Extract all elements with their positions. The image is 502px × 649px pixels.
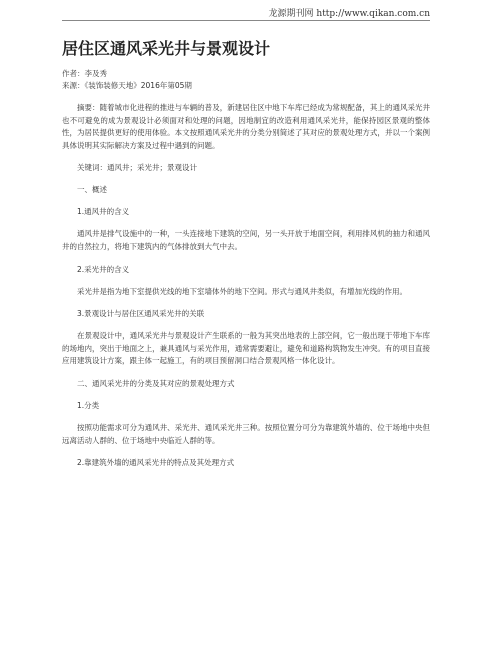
section1-heading: 一、概述 bbox=[77, 185, 107, 195]
section1-sub3-text: 在景观设计中，通风采光井与景观设计产生联系的一般为其突出地表的上部空间，它一般出现于带地下车库的场地内，突出于地面之上，兼具通风与采光作用，通常需要避让，避免和道路构筑物发生冲突。有的项目直接应用建筑设计方案，跟主体一起施工，有的项目预留洞口结合景观风格一体化设计。 bbox=[62, 331, 430, 366]
section2-heading: 二、通风采光井的分类及其对应的景观处理方式 bbox=[77, 378, 235, 388]
section1-sub3-heading: 3.景观设计与居住区通风采光井的关联 bbox=[77, 309, 205, 319]
section1-sub2-heading: 2.采光井的含义 bbox=[77, 264, 130, 274]
section1-sub2-text: 采光井是指为地下室提供光线的地下室墙体外的地下空间。形式与通风井类似，有增加光线的作用。 bbox=[77, 286, 407, 296]
site-header: 龙源期刊网 http://www.qikan.com.cn bbox=[268, 9, 430, 19]
section2-sub2-heading: 2.靠建筑外墙的通风采光井的特点及其处理方式 bbox=[77, 458, 235, 468]
section2-sub1-heading: 1.分类 bbox=[77, 400, 100, 410]
section1-sub1-text: 通风井是排气设施中的一种，一头连接地下建筑的空间，另一头开放于地面空间，利用排风机的抽力和通风井的自然拉力，将地下建筑内的气体排放到大气中去。 bbox=[62, 229, 430, 251]
article-title: 居住区通风采光井与景观设计 bbox=[62, 39, 271, 58]
article-author: 作者：李及秀 bbox=[62, 69, 107, 78]
abstract-block bbox=[62, 102, 430, 152]
article-source: 来源：《装饰装修天地》2016年第05期 bbox=[62, 81, 192, 90]
section1-sub1-heading: 1.通风井的含义 bbox=[77, 207, 130, 217]
article-content bbox=[62, 38, 430, 469]
section2-sub1-text: 按照功能需求可分为通风井、采光井、通风采光井三种。按照位置分可分为靠建筑外墙的、位于场地中央但远离活动人群的、位于场地中央临近人群的等。 bbox=[62, 422, 430, 445]
keywords: 关键词：通风井；采光井；景观设计 bbox=[77, 163, 197, 173]
header-rule bbox=[62, 20, 430, 21]
abstract-text: 摘要：随着城市化进程的推进与车辆的普及，新建居住区中地下车库已经成为常规配备，其上的通风采光井也不可避免的成为景观设计必须面对和处理的问题，因地制宜的改造利用通风采光井，能保持园区景观的整体性，为居民提供更好的使用体验。本文按照通风采光井的分类分别简述了其对应的景观处理方式，并以一个案例具体说明其实际解决方案及过程中遇到的问题。 bbox=[62, 103, 430, 150]
